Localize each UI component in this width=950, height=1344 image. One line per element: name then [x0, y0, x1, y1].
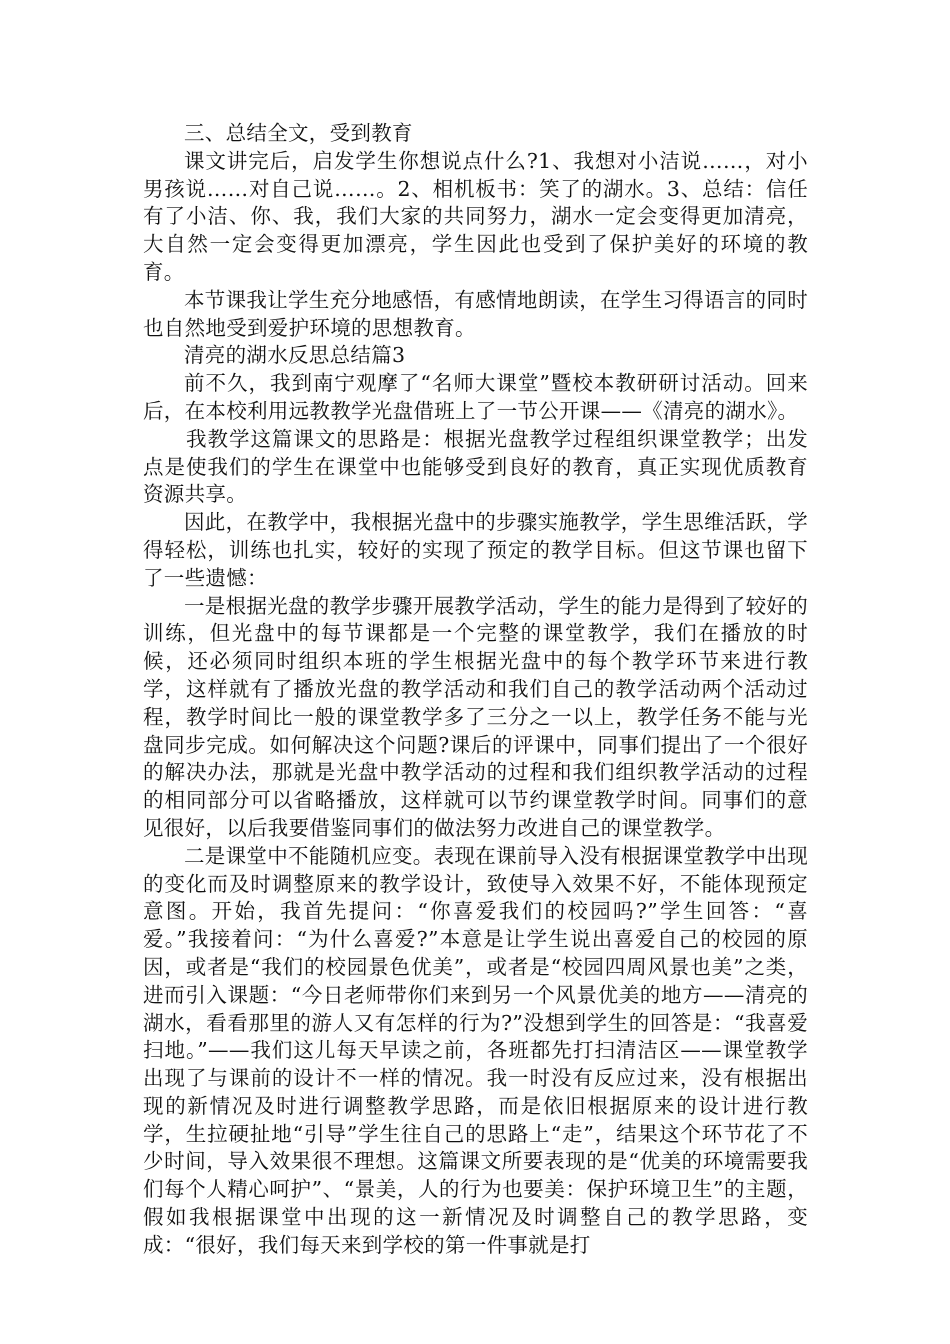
document-body: [143, 120, 808, 1260]
paragraph: 二是课堂中不能随机应变。表现在课前导入没有根据课堂教学中出现的变化而及时调整原来的教学设计，致使导入效果不好，不能体现预定意图。开始，我首先提问：“你喜爱我们的校园吗?”学生回答：“喜爱。”我接着问：“为什么喜爱?”本意是让学生说出喜爱自己的校园的原因，或者是“我们的校园景色优美”，或者是“校园四周风景也美”之类，进而引入课题：“今日老师带你们来到另一个风景优美的地方——清亮的湖水，看看那里的游人又有怎样的行为?”没想到学生的回答是：“我喜爱扫地。”——我们这儿每天早读之前，各班都先打扫清洁区——课堂教学出现了与课前的设计不一样的情况。我一时没有反应过来，没有根据出现的新情况及时进行调整教学思路，而是依旧根据原来的设计进行教学，生拉硬扯地“引导”学生往自己的思路上“走”，结果这个环节花了不少时间，导入效果很不理想。这篇课文所要表现的是“优美的环境需要我们每个人精心呵护”、“景美，人的行为也要美：保护环境卫生”的主题，假如我根据课堂中出现的这一新情况及时调整自己的教学思路，变成：“很好，我们每天来到学校的第一件事就是打: [143, 843, 808, 1257]
section-heading: 三、总结全文，受到教育: [184, 121, 413, 145]
paragraph: 我教学这篇课文的思路是：根据光盘教学过程组织课堂教学；出发点是使我们的学生在课堂中也能够受到良好的教育，真正实现优质教育资源共享。: [143, 426, 808, 507]
paragraph: 前不久，我到南宁观摩了“名师大课堂”暨校本教研研讨活动。回来后，在本校利用远教教学光盘借班上了一节公开课——《清亮的湖水》。: [143, 371, 808, 423]
paragraph: 本节课我让学生充分地感悟，有感情地朗读，在学生习得语言的同时也自然地受到爱护环境的思想教育。: [143, 287, 808, 340]
paragraph: 因此，在教学中，我根据光盘中的步骤实施教学，学生思维活跃，学得轻松，训练也扎实，较好的实现了预定的教学目标。但这节课也留下了一些遗憾：: [143, 510, 808, 590]
article-title: 清亮的湖水反思总结篇3: [184, 343, 406, 368]
paragraph: 一是根据光盘的教学步骤开展教学活动，学生的能力是得到了较好的训练，但光盘中的每节课都是一个完整的课堂教学，我们在播放的时候，还必须同时组织本班的学生根据光盘中的每个教学环节来进行教学，这样就有了播放光盘的教学活动和我们自己的教学活动两个活动过程，教学时间比一般的课堂教学多了三分之一以上，教学任务不能与光盘同步完成。如何解决这个问题?课后的评课中，同事们提出了一个很好的解决办法，那就是光盘中教学活动的过程和我们组织教学活动的过程的相同部分可以省略播放，这样就可以节约课堂教学时间。同事们的意见很好，以后我要借鉴同事们的做法努力改进自己的课堂教学。: [143, 593, 808, 840]
paragraph: 课文讲完后，启发学生你想说点什么?1、我想对小洁说……，对小男孩说……对自己说……。2、相机板书：笑了的湖水。3、总结：信任有了小洁、你、我，我们大家的共同努力，湖水一定会变得更加清亮，大自然一定会变得更加漂亮，学生因此也受到了保护美好的环境的教育。: [143, 148, 808, 284]
